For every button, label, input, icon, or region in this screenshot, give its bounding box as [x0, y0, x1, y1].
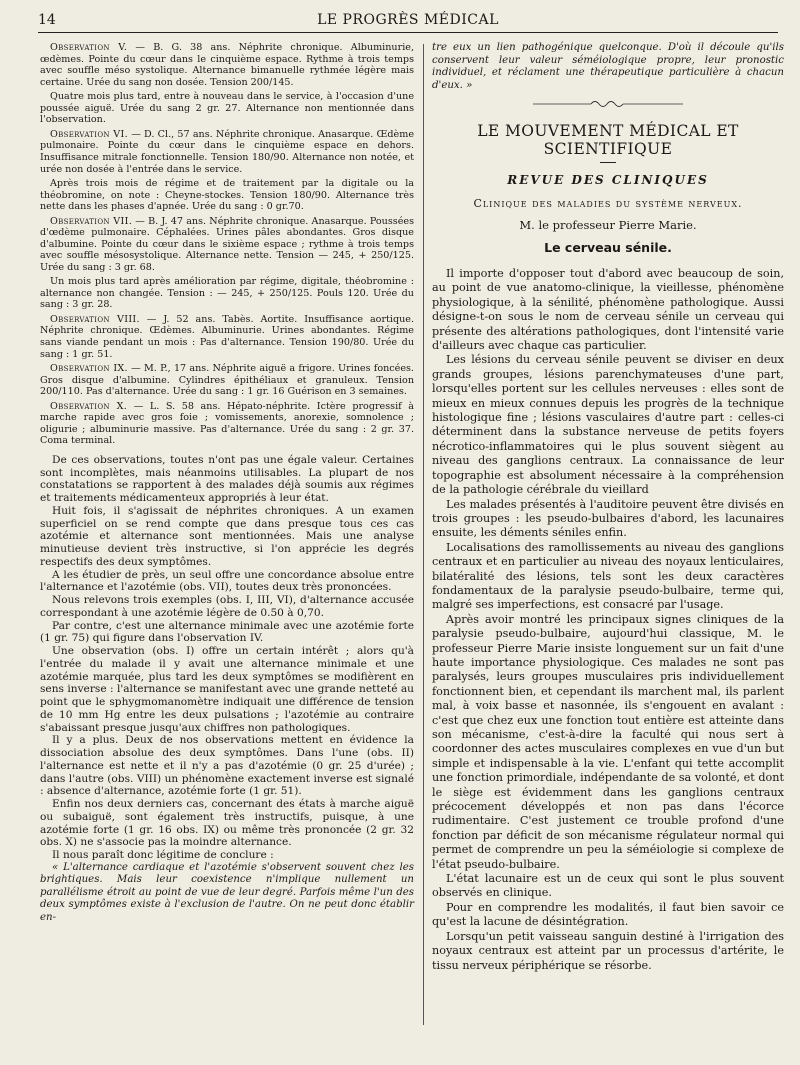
- observation-7-followup: Un mois plus tard après amélioration par régime, digitale, théobromine : alternance non changée. Tension : — 245, + 250/125. Pouls 120. Urée du sang : 3 gr. 28.: [40, 276, 414, 311]
- section-title: LE MOUVEMENT MÉDICAL ET SCIENTIFIQUE: [477, 122, 739, 158]
- observation-7: Observation VII. — B. J. 47 ans. Néphrite chronique. Anasarque. Poussées d'œdème pulmonaire. Céphalées. Urines pâles abondantes. Gros disque d'albumine. Pointe du cœur dans le sixième espace ; rythme à trois temps avec souffle mésosystolique. Alternance nette. Tension — 245, + 250/125. Urée du sang : 3 gr. 68.: [40, 215, 414, 273]
- revue-heading: REVUE DES CLINIQUES: [507, 173, 709, 187]
- paragraph: De ces observations, toutes n'ont pas une égale valeur. Certaines sont incomplètes, mais néanmoins utilisables. La plupart de nos constatations se rapportent à des malades déjà soumis aux régimes et traitements médicamenteux appropriés à leur état.: [40, 453, 414, 505]
- conclusion-quote: « L'alternance cardiaque et l'azotémie s'observent souvent chez les brightiques. Mais leur coexistence n'implique nullement un parallélisme étroit au point de vue de leur degré. Parfois même l'un des deux symptômes existe à l'exclusion de l'autre. On ne peut donc établir en-: [40, 861, 414, 923]
- article-subject: Le cerveau sénile.: [544, 240, 672, 255]
- page-number: 14: [38, 12, 56, 28]
- paragraph: Les lésions du cerveau sénile peuvent se diviser en deux grands groupes, lésions parenchymateuses d'une part, lorsqu'elles portent sur les cellules nerveuses : elles sont de mieux en mieux connues depuis les progrès de la technique histologique fine ; lésions vasculaires d'autre part : celles-ci déterminent dans la substance nerveuse de petits foyers nécrotico-inflammatoires qui le plus souvent siègent au niveau des ganglions centraux. La connaissance de leur topographie est absolument nécessaire à la compréhension de la pathologie cérébrale du vieillard: [432, 353, 784, 497]
- title-rule: [600, 162, 616, 163]
- paragraph: Par contre, c'est une alternance minimale avec une azotémie forte (1 gr. 75) qui figure dans l'observation IV.: [40, 619, 414, 645]
- paragraph: Les malades présentés à l'auditoire peuvent être divisés en trois groupes : les pseudo-bulbaires d'abord, les lacunaires ensuite, les déments séniles enfin.: [432, 497, 784, 540]
- observation-8: Observation VIII. — J. 52 ans. Tabès. Aortite. Insuffisance aortique. Néphrite chronique. Œdèmes. Albuminurie. Urines abondantes. Régime sans viande pendant un mois : Pas d'alternance. Tension 190/80. Urée du sang : 1 gr. 51.: [40, 313, 415, 360]
- left-column: [40, 42, 414, 924]
- page-header: [38, 6, 778, 33]
- observation-9: Observation IX. — M. P., 17 ans. Néphrite aiguë a frigore. Urines foncées. Gros disque d'albumine. Cylindres épithéliaux et granuleux. Tension 200/110. Pas d'alternance. Urée du sang : 1 gr. 16 Guérison en 3 semaines.: [40, 363, 414, 398]
- clinique-heading: Clinique des maladies du système nerveux.: [473, 197, 743, 210]
- paragraph: Une observation (obs. I) offre un certain intérêt ; alors qu'à l'entrée du malade il y avait une alternance minimale et une azotémie marquée, plus tard les deux symptômes se modifièrent en sens inverse : l'alternance se manifestant avec une grande netteté au point que le sphygmomanomètre indiquait une différence de tension de 10 mm Hg entre les deux pulsations ; l'azotémie au contraire s'abaissant presque jusqu'aux chiffres non pathologiques.: [40, 645, 414, 734]
- professor-line: M. le professeur Pierre Marie.: [519, 218, 697, 232]
- paragraph: Il y a plus. Deux de nos observations mettent en évidence la dissociation absolue des deux symptômes. Dans l'une (obs. II) l'alternance est nette et il n'y a pas d'azotémie (0 gr. 25 d'urée) ; dans l'autre (obs. VIII) un phénomène exactement inverse est signalé : absence d'alternance, azotémie forte (1 gr. 51).: [40, 734, 414, 798]
- observation-6: Observation VI. — D. Cl., 57 ans. Néphrite chronique. Anasarque. Œdème pulmonaire. Pointe du cœur dans le cinquième espace en dehors. Insuffisance mitrale fonctionnelle. Tension 180/90. Alternance non notée, et urée non dosée à l'entrée dans le service.: [40, 128, 414, 175]
- paragraph: Huit fois, il s'agissait de néphrites chroniques. A un examen superficiel on se rend compte que dans presque tous ces cas azotémie et alternance sont mentionnées. Mais une analyse minutieuse devient très instructive, si l'on apprécie les degrés respectifs des deux symptômes.: [40, 504, 414, 568]
- observation-5: Observation V. — B. G. 38 ans. Néphrite chronique. Albuminurie, œdèmes. Pointe du cœur dans le cinquième espace. Rythme à trois temps avec souffle méso systolique. Alternance bimanuelle rythmée légère mais certaine. Urée du sang non dosée. Tension 200/145.: [40, 42, 414, 88]
- paragraph: Nous relevons trois exemples (obs. I, III, VI), d'alternance accusée correspondant à une azotémie légère de 0.50 à 0,70.: [40, 594, 414, 619]
- paragraph: Il importe d'opposer tout d'abord avec beaucoup de soin, au point de vue anatomo-clinique, la vieillesse, phénomène physiologique, à la sénilité, phénomène pathologique. Aussi désigne-t-on sous le nom de cerveau sénile un cerveau qui présente des altérations pathologiques, dont l'intensité varie d'ailleurs avec chaque cas particulier.: [432, 267, 784, 353]
- paragraph: L'état lacunaire est un de ceux qui sont le plus souvent observés en clinique.: [432, 872, 784, 900]
- paragraph: Il nous paraît donc légitime de conclure :: [52, 849, 274, 862]
- article-body: [432, 267, 784, 973]
- observation-5-followup: Quatre mois plus tard, entre à nouveau dans le service, à l'occasion d'une poussée aiguë. Urée du sang 2 gr. 27. Alternance non mentionnée dans l'observation.: [40, 91, 414, 126]
- flourish-ornament: [533, 98, 683, 110]
- journal-title: LE PROGRÈS MÉDICAL: [317, 12, 499, 28]
- observation-10: Observation X. — L. S. 58 ans. Hépato-néphrite. Ictère progressif à marche rapide avec gros foie ; vomissements, anorexie, somnolence ; oligurie ; albuminurie massive. Pas d'alternance. Urée du sang : 2 gr. 37. Coma terminal.: [40, 400, 414, 447]
- observation-6-followup: Après trois mois de régime et de traitement par la digitale ou la théobromine, on note : Cheyne-stockes. Tension 180/90. Alternance très nette dans les phases d'apnée. Urée du sang : 0 gr.70.: [40, 177, 414, 213]
- conclusion-quote-continued: tre eux un lien pathogénique quelconque. D'où il découle qu'ils conservent leur valeur séméiologique propre, leur pronostic individuel, et réclament une thérapeutique particulière à chacun d'eux. »: [432, 42, 784, 91]
- paragraph: Après avoir montré les principaux signes cliniques de la paralysie pseudo-bulbaire, aujourd'hui classique, M. le professeur Pierre Marie insiste longuement sur un fait d'une haute importance physiologique. Ces malades ne sont pas paralysés, leurs groupes musculaires pris individuellement fonctionnent bien, et cependant ils marchent mal, ils parlent mal, à voix basse et nasonnée, ils s'engouent en avalant : c'est que chez eux une fonction tout entière est atteinte dans son mécanisme, c'est-à-dire la faculté qui nous sert à coordonner des actes musculaires complexes en vue d'un but simple et indispensable à la vie. L'enfant qui tette accomplit une fonction primordiale, indépendante de sa volonté, et dont le siège est évidemment dans les ganglions centraux précocement développés et non pas dans l'écorce rudimentaire. C'est justement ce trouble profond d'une fonction par déficit de son mécanisme régulateur normal qui permet de comprendre un peu la séméiologie si complexe de l'état pseudo-bulbaire.: [432, 612, 784, 871]
- right-column: [432, 42, 784, 973]
- observations: [40, 42, 414, 447]
- paragraph: Lorsqu'un petit vaisseau sanguin destiné à l'irrigation des noyaux centraux est atteint par un processus d'artérite, le tissu nerveux périphérique se résorbe.: [432, 929, 784, 972]
- paragraph: A les étudier de près, un seul offre une concordance absolue entre l'alternance et l'azotémie (obs. VII), toutes deux très prononcées.: [40, 568, 414, 594]
- paragraph: Localisations des ramollissements au niveau des ganglions centraux et en particulier au niveau des noyaux lenticulaires, bilatéralité des lésions, tels sont les deux caractères fondamentaux de la paralysie pseudo-bulbaire, terme qui, malgré ses imperfections, est consacré par l'usage.: [432, 540, 784, 612]
- paragraph: Pour en comprendre les modalités, il faut bien savoir ce qu'est la lacune de désintégration.: [432, 900, 784, 929]
- discussion: [40, 454, 414, 925]
- column-divider: [423, 44, 424, 1025]
- paragraph: Enfin nos deux derniers cas, concernant des états à marche aiguë ou subaiguë, sont également très instructifs, puisque, à une azotémie forte (1 gr. 16 obs. IX) ou même très prononcée (2 gr. 32 obs. X) ne s'associe pas la moindre alternance.: [40, 798, 414, 849]
